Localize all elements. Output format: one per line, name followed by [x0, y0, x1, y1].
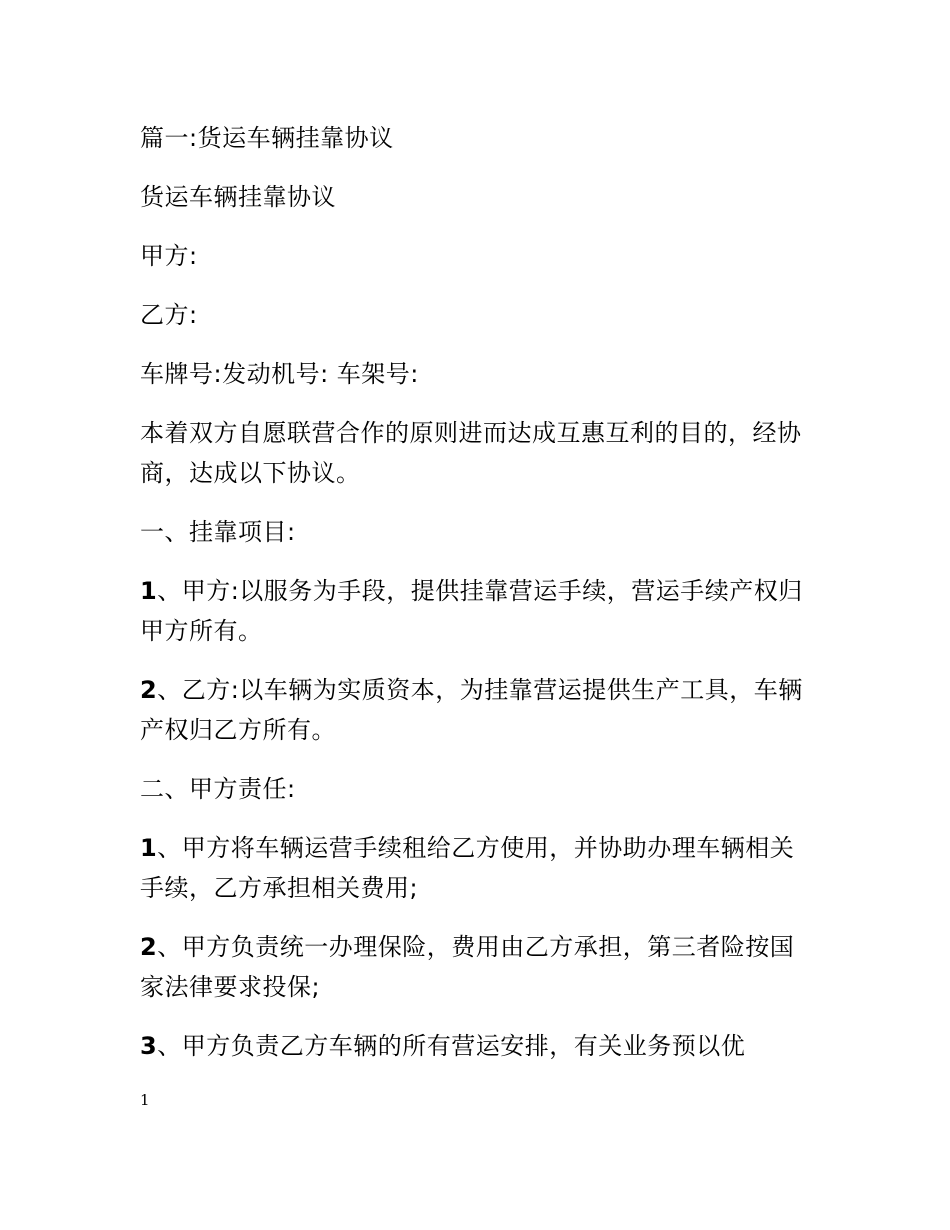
item-text: 、甲方:以服务为手段，提供挂靠营运手续，营运手续产权归甲方所有。 — [140, 577, 803, 645]
item-number: 1 — [140, 577, 158, 605]
item-number: 3 — [140, 1032, 158, 1060]
document-heading: 篇一:货运车辆挂靠协议 — [140, 124, 394, 152]
section-2-item — [140, 927, 812, 1007]
agreement-title: 货运车辆挂靠协议 — [140, 183, 336, 211]
section-1-item — [140, 571, 812, 651]
intro-paragraph: 本着双方自愿联营合作的原则进而达成互惠互利的目的，经协商，达成以下协议。 — [140, 419, 802, 487]
section-2-item — [140, 1026, 812, 1066]
section-1-item — [140, 670, 812, 750]
document-body — [140, 118, 812, 1085]
item-number: 2 — [140, 676, 158, 704]
item-text: 、甲方负责乙方车辆的所有营运安排，有关业务预以优 — [157, 1032, 746, 1060]
section-2-item — [140, 828, 812, 908]
item-text: 、甲方负责统一办理保险，费用由乙方承担，第三者险按国家法律要求投保; — [140, 933, 795, 1001]
item-text: 、乙方:以车辆为实质资本，为挂靠营运提供生产工具，车辆产权归乙方所有。 — [140, 676, 803, 744]
section-1-title: 一、挂靠项目: — [140, 518, 296, 546]
party-b-label: 乙方: — [140, 301, 198, 329]
page-number: 1 — [140, 1091, 150, 1109]
vehicle-fields: 车牌号:发动机号: 车架号: — [140, 360, 419, 388]
item-number: 2 — [140, 933, 158, 961]
section-2-title: 二、甲方责任: — [140, 775, 296, 803]
party-a-label: 甲方: — [140, 242, 198, 270]
item-number: 1 — [140, 834, 158, 862]
item-text: 、甲方将车辆运营手续租给乙方使用，并协助办理车辆相关手续，乙方承担相关费用; — [140, 834, 795, 902]
